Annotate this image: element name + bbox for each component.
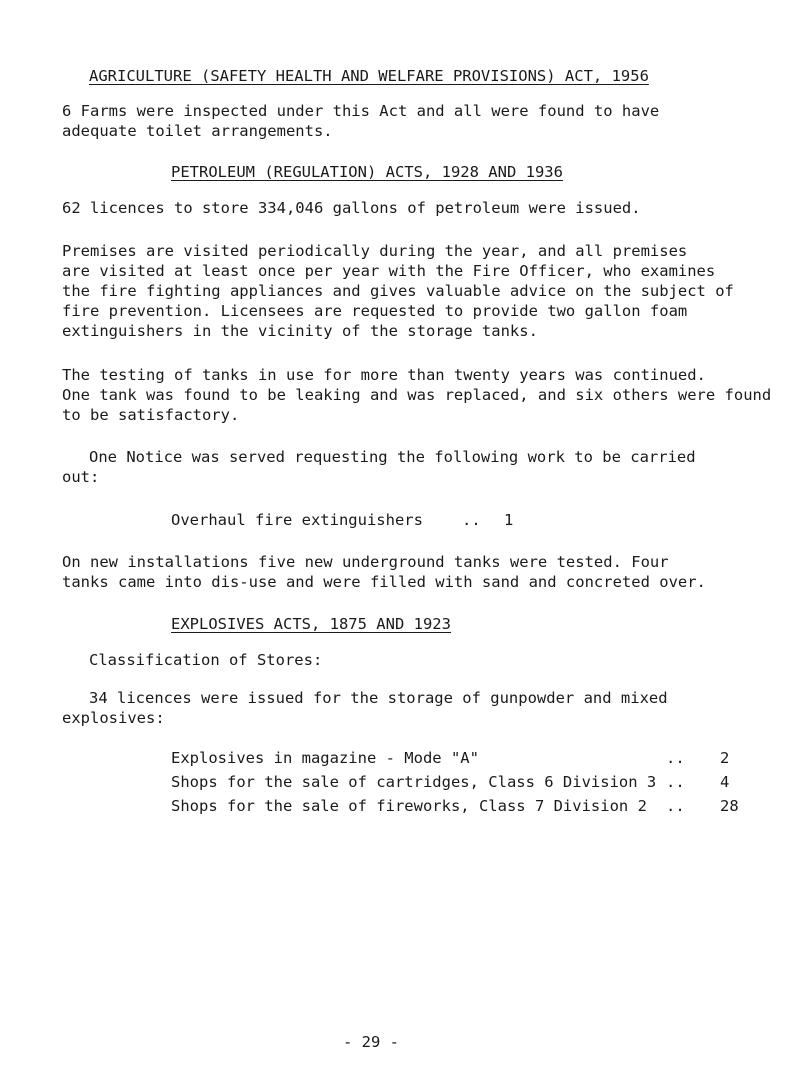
- work-item-label: Overhaul fire extinguishers: [171, 511, 423, 529]
- stores-row: [171, 748, 731, 768]
- work-item-count: 1: [504, 511, 514, 529]
- explosives-licences-line-2: explosives:: [62, 709, 165, 727]
- stores-row-leader: ..: [666, 797, 685, 815]
- stores-row-label: Shops for the sale of fireworks, Class 7 Division 2: [171, 797, 647, 815]
- installations-paragraph-line-2: tanks came into dis-use and were filled with sand and concreted over.: [62, 573, 706, 591]
- agriculture-paragraph-line-1: 6 Farms were inspected under this Act and all were found to have: [62, 102, 660, 120]
- stores-row: [171, 796, 739, 816]
- work-item-leader: ..: [462, 511, 481, 529]
- notice-paragraph-line-2: out:: [62, 468, 100, 486]
- petroleum-heading: PETROLEUM (REGULATION) ACTS, 1928 AND 1936: [171, 163, 563, 181]
- stores-row-leader: ..: [666, 749, 685, 767]
- explosives-heading: EXPLOSIVES ACTS, 1875 AND 1923: [171, 615, 451, 633]
- agriculture-heading: AGRICULTURE (SAFETY HEALTH AND WELFARE PROVISIONS) ACT, 1956: [89, 67, 649, 85]
- premises-paragraph-line-4: fire prevention. Licensees are requested to provide two gallon foam: [62, 302, 688, 320]
- classification-heading: Classification of Stores:: [89, 651, 323, 669]
- stores-row-label: Shops for the sale of cartridges, Class 6 Division 3: [171, 773, 657, 791]
- stores-row: [171, 772, 731, 792]
- stores-row-count: 2: [720, 749, 730, 767]
- stores-row-count: 4: [720, 773, 730, 791]
- testing-paragraph-line-3: to be satisfactory.: [62, 406, 240, 424]
- petroleum-licences-line: 62 licences to store 334,046 gallons of petroleum were issued.: [62, 199, 641, 217]
- stores-row-label: Explosives in magazine - Mode "A": [171, 749, 479, 767]
- premises-paragraph-line-3: the fire fighting appliances and gives valuable advice on the subject of: [62, 282, 734, 300]
- premises-paragraph-line-1: Premises are visited periodically during the year, and all premises: [62, 242, 688, 260]
- page-number: - 29 -: [343, 1033, 399, 1051]
- installations-paragraph-line-1: On new installations five new underground tanks were tested. Four: [62, 553, 669, 571]
- notice-paragraph-line-1: One Notice was served requesting the following work to be carried: [89, 448, 696, 466]
- work-item-row: [171, 510, 591, 530]
- stores-row-count: 28: [720, 797, 739, 815]
- explosives-licences-line-1: 34 licences were issued for the storage of gunpowder and mixed: [89, 689, 668, 707]
- premises-paragraph-line-5: extinguishers in the vicinity of the storage tanks.: [62, 322, 538, 340]
- agriculture-paragraph-line-2: adequate toilet arrangements.: [62, 122, 333, 140]
- premises-paragraph-line-2: are visited at least once per year with the Fire Officer, who examines: [62, 262, 716, 280]
- testing-paragraph-line-1: The testing of tanks in use for more than twenty years was continued.: [62, 366, 706, 384]
- stores-row-leader: ..: [666, 773, 685, 791]
- testing-paragraph-line-2: One tank was found to be leaking and was replaced, and six others were found: [62, 386, 772, 404]
